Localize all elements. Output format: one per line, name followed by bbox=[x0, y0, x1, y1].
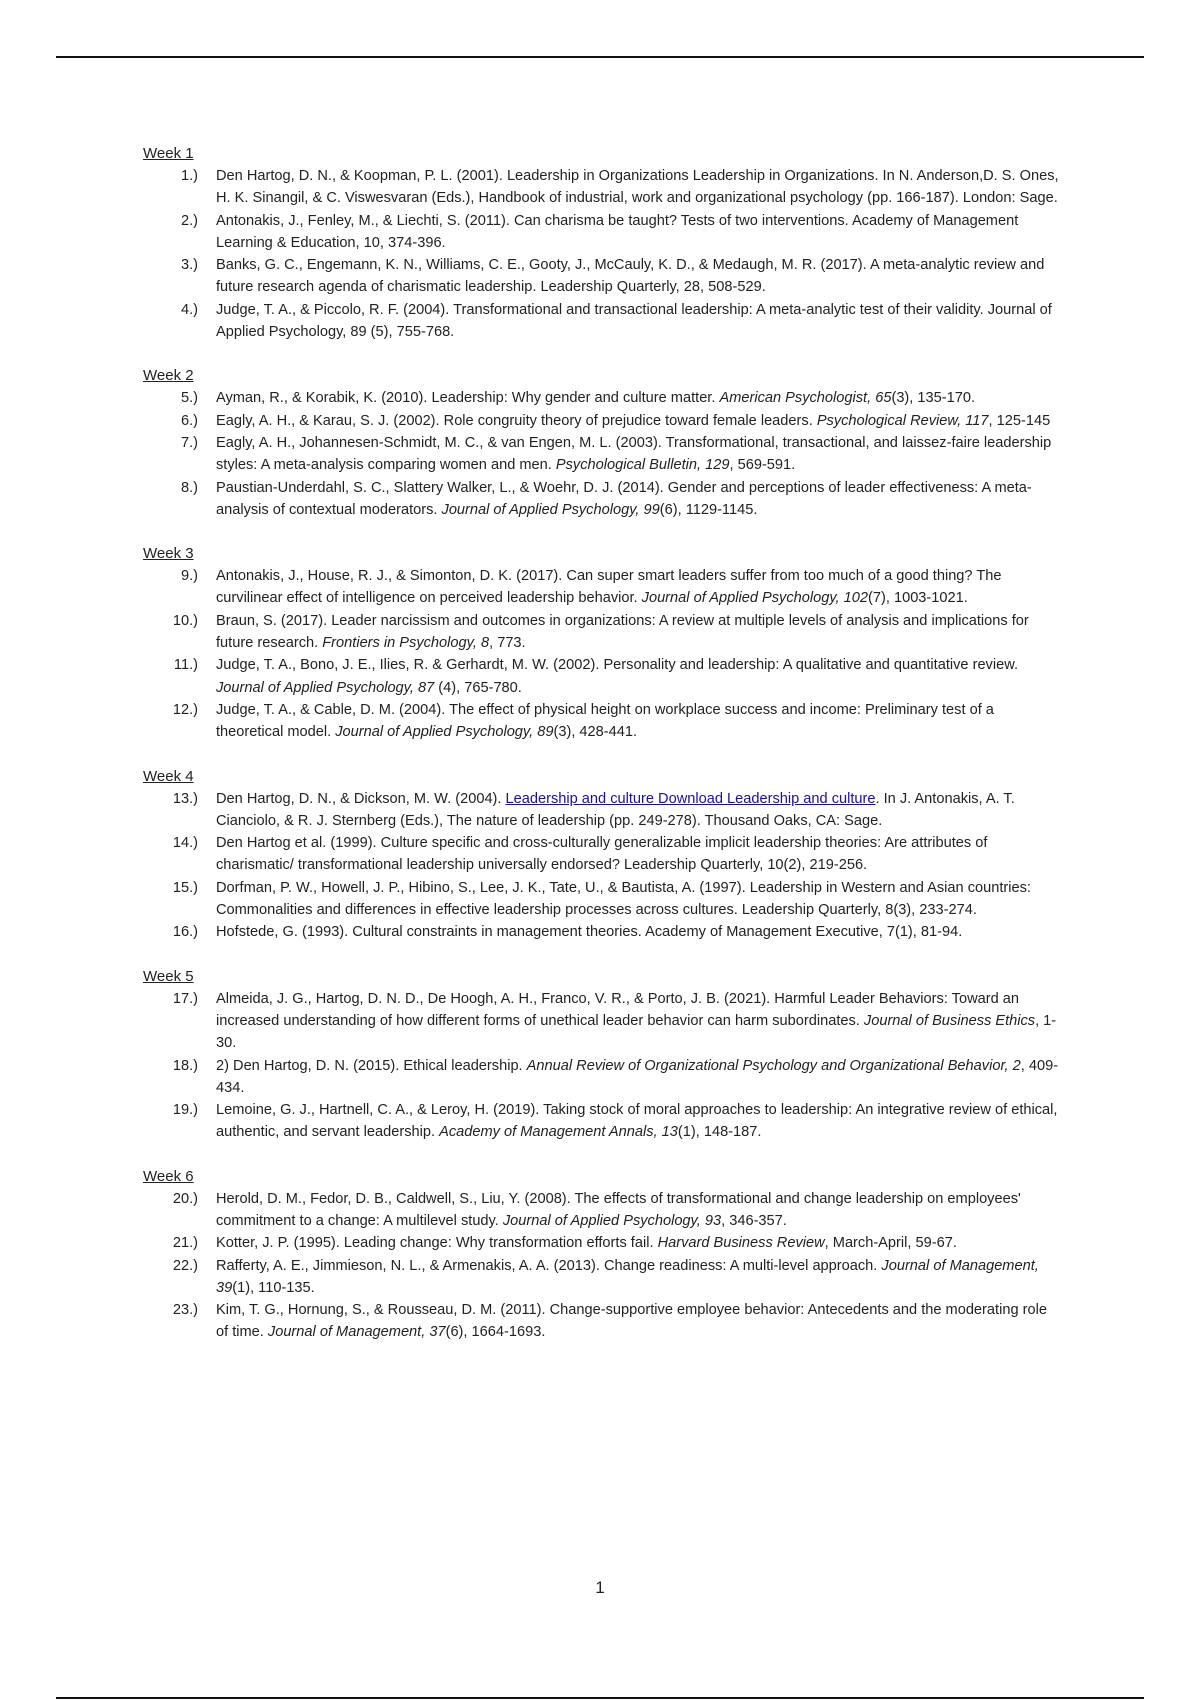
reference-segment: Kotter, J. P. (1995). Leading change: Why transformation efforts fail. bbox=[216, 1235, 658, 1252]
reference-item bbox=[143, 1232, 1063, 1254]
reference-segment: (3), 428-441. bbox=[553, 724, 638, 741]
reference-segment: Paustian-Underdahl, S. C., Slattery Walker, L., & Woehr, D. J. (2014). Gender and perceptions of leader effectiveness: A meta-analysis of contextual moderators. bbox=[216, 479, 1032, 518]
reference-text bbox=[216, 302, 1052, 340]
journal-title: Psychological Review, 117 bbox=[816, 412, 989, 429]
reference-segment: , 125-145 bbox=[988, 412, 1051, 429]
reference-number: 21.) bbox=[172, 1235, 198, 1252]
reference-number: 15.) bbox=[172, 879, 198, 896]
reference-text bbox=[216, 413, 1050, 429]
week-section bbox=[143, 966, 1063, 1144]
reference-text bbox=[216, 924, 962, 940]
journal-title: Journal of Business Ethics bbox=[863, 1012, 1036, 1029]
reference-number: 5.) bbox=[180, 390, 198, 407]
reference-item bbox=[143, 432, 1063, 477]
reference-text bbox=[216, 702, 994, 740]
reference-item bbox=[143, 610, 1063, 655]
reference-item bbox=[143, 165, 1063, 210]
reference-number: 23.) bbox=[172, 1302, 198, 1319]
reference-number: 7.) bbox=[180, 434, 198, 451]
header-rule bbox=[56, 56, 1144, 58]
journal-title: Journal of Applied Psychology, 89 bbox=[335, 724, 554, 741]
reference-item bbox=[143, 387, 1063, 409]
reference-segment: Rafferty, A. E., Jimmieson, N. L., & Armenakis, A. A. (2013). Change readiness: A multi-level approach. bbox=[216, 1257, 882, 1274]
reference-segment: Den Hartog, D. N., & Koopman, P. L. (2001). Leadership in Organizations Leadership in Organizations. In N. Anderson,D. S. Ones, H. K. Sinangil, & C. Viswesvaran (Eds.), Handbook of industrial, work and organizational psychology (pp. 166-187). London: Sage. bbox=[216, 168, 1059, 207]
reference-item bbox=[143, 1255, 1063, 1300]
reference-segment: Antonakis, J., House, R. J., & Simonton, D. K. (2017). Can super smart leaders suffer from too much of a good thing? The curvilinear effect of intelligence on perceived leadership behavior. bbox=[216, 568, 1002, 607]
reference-number: 16.) bbox=[172, 924, 198, 941]
reference-text bbox=[216, 1235, 957, 1251]
reference-text bbox=[216, 1258, 1039, 1296]
reference-segment: (4), 765-780. bbox=[434, 679, 522, 696]
reference-number: 1.) bbox=[180, 168, 198, 184]
reference-segment: , 773. bbox=[489, 635, 526, 652]
reference-item bbox=[143, 410, 1063, 432]
journal-title: Journal of Applied Psychology, 102 bbox=[641, 590, 869, 607]
reference-number: 10.) bbox=[172, 612, 198, 629]
week-heading: Week 2 bbox=[143, 367, 194, 385]
reference-item bbox=[143, 654, 1063, 699]
reference-segment: Judge, T. A., & Cable, D. M. (2004). The effect of physical height on workplace success and income: Preliminary test of a theoretical model. bbox=[216, 701, 994, 741]
reference-segment: , 346-357. bbox=[721, 1212, 787, 1229]
reference-segment: Den Hartog, D. N., & Dickson, M. W. (2004). bbox=[216, 790, 506, 807]
footer-rule bbox=[56, 1697, 1144, 1699]
reference-number: 4.) bbox=[180, 301, 198, 318]
reference-text bbox=[216, 657, 1018, 695]
reference-text bbox=[216, 835, 987, 873]
journal-title: Journal of Management, 39 bbox=[216, 1257, 1039, 1296]
week-section bbox=[143, 1166, 1063, 1344]
journal-title: Journal of Applied Psychology, 87 bbox=[216, 679, 435, 696]
reference-segment: Lemoine, G. J., Hartnell, C. A., & Leroy, H. (2019). Taking stock of moral approaches to leadership: An integrative review of ethical, authentic, and servant leadership. bbox=[216, 1102, 1058, 1141]
reference-segment: Eagly, A. H., & Karau, S. J. (2002). Role congruity theory of prejudice toward female leaders. bbox=[216, 412, 817, 429]
reference-text bbox=[216, 991, 1056, 1052]
reference-text bbox=[216, 568, 1001, 606]
reference-text bbox=[216, 390, 975, 406]
reference-items bbox=[143, 565, 1063, 743]
reference-item bbox=[143, 699, 1063, 744]
journal-title: American Psychologist, 65 bbox=[719, 390, 892, 407]
reference-item bbox=[143, 921, 1063, 943]
reference-number: 20.) bbox=[172, 1190, 198, 1207]
reference-item bbox=[143, 877, 1063, 922]
reference-item bbox=[143, 788, 1063, 833]
week-section bbox=[143, 143, 1063, 343]
journal-title: Journal of Applied Psychology, 93 bbox=[502, 1212, 722, 1229]
reference-item bbox=[143, 1188, 1063, 1233]
journal-title: Frontiers in Psychology, 8 bbox=[322, 635, 490, 652]
reference-text bbox=[216, 613, 1029, 651]
reference-number: 8.) bbox=[180, 479, 198, 496]
reference-items bbox=[143, 387, 1063, 521]
journal-title: Academy of Management Annals, 13 bbox=[439, 1124, 678, 1141]
reference-segment: (7), 1003-1021. bbox=[868, 590, 968, 607]
reference-number: 2.) bbox=[180, 212, 198, 229]
reference-text bbox=[216, 1058, 1058, 1096]
reference-segment: Dorfman, P. W., Howell, J. P., Hibino, S., Lee, J. K., Tate, U., & Bautista, A. (1997). Leadership in Western and Asian countries: Commonalities and differences in effective leadership processes across cultures. Leadership Quarterly, 8(3), 233-274. bbox=[216, 879, 1031, 919]
reference-number: 19.) bbox=[172, 1102, 198, 1119]
reference-segment: , 1-30. bbox=[216, 1012, 1057, 1052]
reference-segment: (1), 148-187. bbox=[677, 1124, 762, 1141]
reference-segment: (6), 1664-1693. bbox=[445, 1324, 546, 1341]
reference-text bbox=[216, 1302, 1047, 1340]
reference-segment: Almeida, J. G., Hartog, D. N. D., De Hoogh, A. H., Franco, V. R., & Porto, J. B. (2021). Harmful Leader Behaviors: Toward an increased understanding of how different forms of unethical leader behavior can harm subordinates. bbox=[216, 990, 1019, 1029]
journal-title: Psychological Bulletin, 129 bbox=[555, 457, 730, 474]
reference-segment: , March-April, 59-67. bbox=[824, 1235, 957, 1252]
week-heading: Week 6 bbox=[143, 1167, 194, 1185]
reference-item bbox=[143, 1099, 1063, 1144]
journal-title: Harvard Business Review bbox=[657, 1235, 825, 1252]
reference-item bbox=[143, 565, 1063, 610]
reference-item bbox=[143, 832, 1063, 877]
reference-number: 13.) bbox=[172, 790, 198, 807]
reference-item bbox=[143, 210, 1063, 255]
reference-segment: Judge, T. A., Bono, J. E., Ilies, R. & Gerhardt, M. W. (2002). Personality and leadership: A qualitative and quantitative review. bbox=[216, 657, 1019, 674]
reference-segment: Antonakis, J., Fenley, M., & Liechti, S. (2011). Can charisma be taught? Tests of two interventions. Academy of Management Learning & Education, 10, 374-396. bbox=[216, 212, 1019, 251]
reference-segment: (1), 110-135. bbox=[232, 1279, 315, 1296]
reference-items bbox=[143, 165, 1063, 343]
journal-title: Annual Review of Organizational Psychology and Organizational Behavior, 2 bbox=[526, 1057, 1021, 1074]
reference-text bbox=[216, 213, 1018, 251]
reference-list bbox=[143, 143, 1063, 1366]
reference-segment: . In J. Antonakis, A. T. Cianciolo, & R. J. Sternberg (Eds.), The nature of leadership (pp. 249-278). Thousand Oaks, CA: Sage. bbox=[216, 790, 1015, 829]
reference-number: 3.) bbox=[180, 257, 198, 274]
reference-item bbox=[143, 988, 1063, 1055]
week-heading: Week 4 bbox=[143, 767, 194, 785]
reference-text bbox=[216, 1191, 1021, 1229]
reference-segment: Banks, G. C., Engemann, K. N., Williams, C. E., Gooty, J., McCauly, K. D., & Medaugh, M. R. (2017). A meta-analytic review and future research agenda of charismatic leadership. Leadership Quarterly, 28, 508-529. bbox=[216, 257, 1045, 296]
journal-title: Journal of Management, 37 bbox=[267, 1324, 446, 1341]
reference-segment: Kim, T. G., Hornung, S., & Rousseau, D. M. (2011). Change-supportive employee behavior: Antecedents and the moderating role of time. bbox=[216, 1302, 1047, 1341]
reference-items bbox=[143, 988, 1063, 1144]
reference-segment: , 409-434. bbox=[216, 1057, 1059, 1096]
reference-number: 6.) bbox=[180, 412, 198, 429]
reference-number: 9.) bbox=[180, 568, 198, 585]
reference-segment: Judge, T. A., & Piccolo, R. F. (2004). Transformational and transactional leadership: A meta-analytic test of their validity. Journal of Applied Psychology, 89 (5), 755-768. bbox=[216, 301, 1052, 341]
reference-number: 11.) bbox=[173, 657, 198, 674]
reference-segment: (6), 1129-1145. bbox=[659, 501, 758, 518]
week-section bbox=[143, 766, 1063, 944]
reference-items bbox=[143, 788, 1063, 944]
reference-item bbox=[143, 299, 1063, 344]
reference-item bbox=[143, 477, 1063, 522]
reference-text bbox=[216, 1102, 1057, 1140]
reference-number: 18.) bbox=[172, 1057, 198, 1074]
page-number: 1 bbox=[595, 1578, 605, 1597]
reference-number: 12.) bbox=[172, 701, 198, 718]
reference-text bbox=[216, 480, 1032, 518]
reference-item bbox=[143, 1055, 1063, 1100]
reference-items bbox=[143, 1188, 1063, 1344]
reference-segment: Braun, S. (2017). Leader narcissism and outcomes in organizations: A review at multiple levels of analysis and implications for future research. bbox=[216, 612, 1029, 652]
reference-text bbox=[216, 435, 1051, 473]
reference-number: 14.) bbox=[172, 835, 198, 852]
reference-link[interactable]: Leadership and culture Download Leadership and culture bbox=[505, 790, 876, 807]
reference-item bbox=[143, 254, 1063, 299]
reference-text bbox=[216, 880, 1031, 918]
reference-text bbox=[216, 791, 1015, 829]
reference-number: 22.) bbox=[172, 1257, 198, 1274]
reference-segment: , 569-591. bbox=[729, 457, 796, 474]
reference-number: 17.) bbox=[172, 990, 198, 1007]
reference-segment: Den Hartog et al. (1999). Culture specific and cross-culturally generalizable implicit leadership theories: Are attributes of charismatic/ transformational leadership universally endorsed? Leadership Quarterly, 10(2), 219-256. bbox=[216, 835, 988, 874]
week-section bbox=[143, 365, 1063, 521]
reference-text bbox=[216, 257, 1044, 295]
week-heading: Week 3 bbox=[143, 545, 194, 563]
week-heading: Week 5 bbox=[143, 967, 194, 985]
week-heading: Week 1 bbox=[143, 145, 194, 162]
reference-segment: Ayman, R., & Korabik, K. (2010). Leadership: Why gender and culture matter. bbox=[216, 390, 720, 407]
reference-segment: Eagly, A. H., Johannesen-Schmidt, M. C., & van Engen, M. L. (2003). Transformational, transactional, and laissez-faire leadership styles: A meta-analysis comparing women and men. bbox=[216, 434, 1052, 474]
reference-segment: Herold, D. M., Fedor, D. B., Caldwell, S., Liu, Y. (2008). The effects of transformational and change leadership on employees' commitment to a change: A multilevel study. bbox=[216, 1190, 1021, 1229]
reference-segment: (3), 135-170. bbox=[891, 390, 976, 407]
reference-item bbox=[143, 1299, 1063, 1344]
reference-segment: Hofstede, G. (1993). Cultural constraints in management theories. Academy of Management Executive, 7(1), 81-94. bbox=[216, 924, 963, 941]
week-section bbox=[143, 543, 1063, 743]
reference-text bbox=[216, 168, 1059, 206]
journal-title: Journal of Applied Psychology, 99 bbox=[441, 501, 660, 518]
reference-segment: 2) Den Hartog, D. N. (2015). Ethical leadership. bbox=[216, 1057, 527, 1074]
